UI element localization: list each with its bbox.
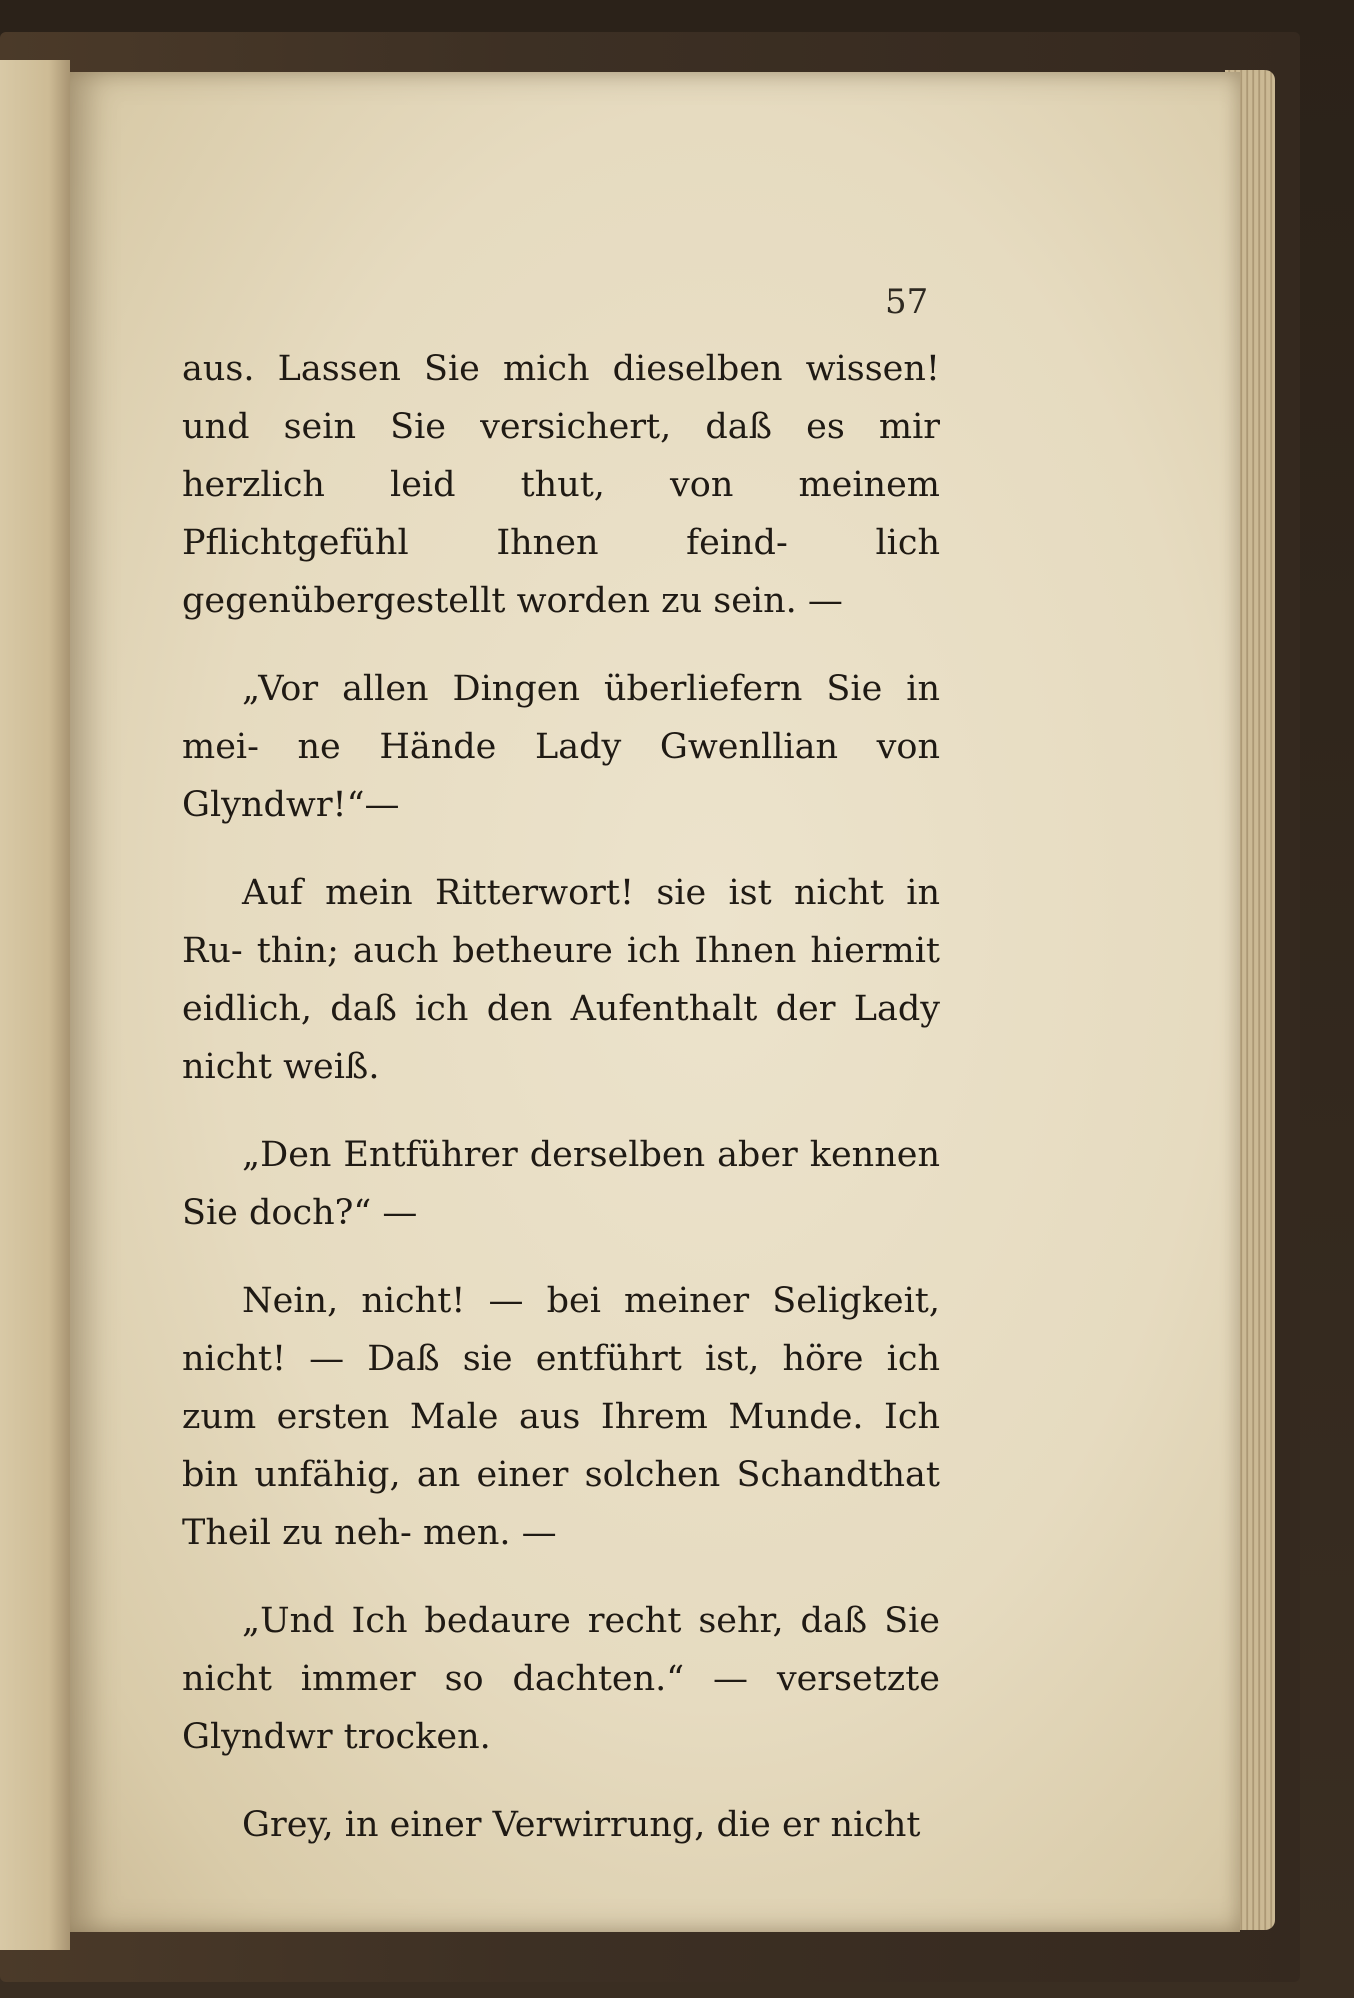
- paragraph: aus. Lassen Sie mich dieselben wissen! und sein Sie versichert, daß es mir herzlich leid thut, von meinem Pflichtgefühl Ihnen feind- lich gegenübergestellt worden zu sein. —: [182, 349, 940, 621]
- page-text: [182, 340, 940, 1884]
- paragraph: Nein, nicht! — bei meiner Seligkeit, nicht! — Daß sie entführt ist, höre ich zum ersten Male aus Ihrem Munde. Ich bin unfähig, an einer solchen Schandthat Theil zu neh- men. —: [182, 1281, 940, 1553]
- paragraph: „Den Entführer derselben aber kennen Sie doch?“ —: [182, 1135, 940, 1233]
- paragraph: „Und Ich bedaure recht sehr, daß Sie nicht immer so dachten.“ — versetzte Glyndwr trocken.: [182, 1601, 940, 1757]
- paragraph: „Vor allen Dingen überliefern Sie in mei- ne Hände Lady Gwenllian von Glyndwr!“—: [182, 669, 940, 825]
- left-page-edge: [0, 60, 70, 1950]
- page-number: 57: [885, 282, 929, 322]
- paragraph: Auf mein Ritterwort! sie ist nicht in Ru- thin; auch betheure ich Ihnen hiermit eidlich, daß ich den Aufenthalt der Lady nicht weiß.: [182, 873, 940, 1087]
- paragraph: Grey, in einer Verwirrung, die er nicht: [242, 1805, 921, 1845]
